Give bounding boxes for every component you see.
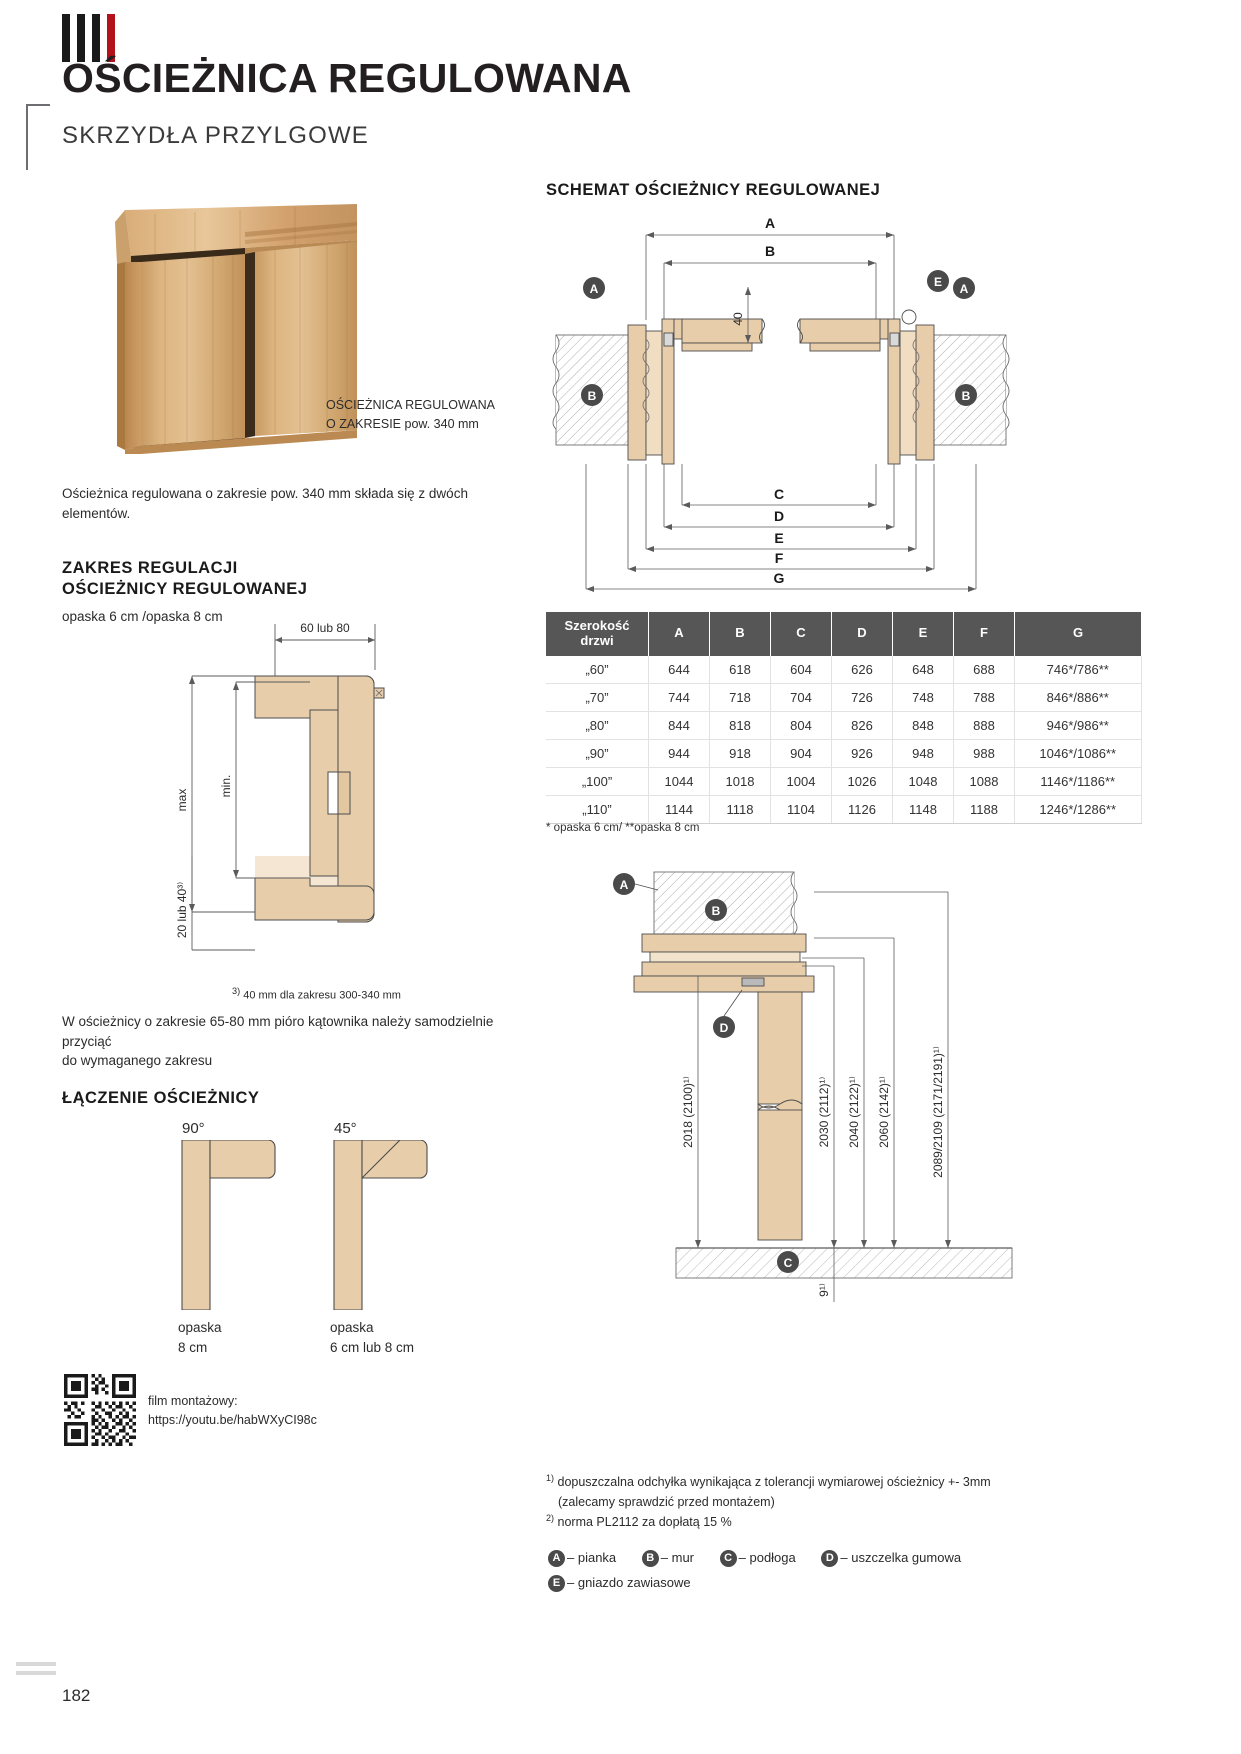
cell-G: 1146*/1186**: [1015, 767, 1142, 795]
cell-B: 918: [710, 739, 771, 767]
cell-G: 1246*/1286**: [1015, 795, 1142, 823]
cell-A: 1044: [649, 767, 710, 795]
schema-dim-G: G: [773, 570, 785, 586]
table-col-C: C: [771, 612, 832, 656]
cell-E: 1048: [893, 767, 954, 795]
footnote-1-line2: (zalecamy sprawdzić przed montażem): [558, 1494, 775, 1509]
table-col-D: D: [832, 612, 893, 656]
cell-D: 726: [832, 683, 893, 711]
legend-label-mur: – mur: [660, 1550, 695, 1565]
cell-C: 604: [771, 656, 832, 684]
range-bottom-dim: 20 lub 40³⁾: [175, 881, 189, 939]
table-col-B: B: [710, 612, 771, 656]
cell-A: 644: [649, 656, 710, 684]
table-row: [546, 656, 1141, 684]
cell-B: 618: [710, 656, 771, 684]
join-left-caption-line1: opaska: [178, 1320, 222, 1335]
table-row: [546, 711, 1141, 739]
schema-badge-A-right: [953, 277, 975, 299]
schema-dim-E: E: [774, 530, 784, 546]
cell-A: 944: [649, 739, 710, 767]
cell-B: 718: [710, 683, 771, 711]
schema-dim-D: D: [773, 508, 785, 524]
footnote-1: [546, 1472, 996, 1512]
qr-caption-line1: film montażowy:: [148, 1394, 238, 1408]
cell-D: 1126: [832, 795, 893, 823]
table-row: [546, 739, 1141, 767]
cell-B: 818: [710, 711, 771, 739]
footer-mark: [16, 1671, 56, 1675]
cell-A: 744: [649, 683, 710, 711]
svg-text:B: B: [587, 389, 597, 403]
table-row: [546, 683, 1141, 711]
footer-marks: [16, 1662, 56, 1680]
cell-width: „70”: [546, 683, 649, 711]
schema-dim-B-top: B: [764, 243, 776, 259]
table-col-G: G: [1015, 612, 1142, 656]
join-right-caption-line1: opaska: [330, 1320, 374, 1335]
footnote-2-sup: 2): [546, 1512, 555, 1523]
table-col-F: F: [954, 612, 1015, 656]
vert-dim-2: 2030 (2112)¹⁾: [817, 1076, 831, 1148]
legend-badge-e: E: [548, 1575, 565, 1592]
legend-badge-a: A: [548, 1550, 565, 1567]
vert-dim-4: 2060 (2142)¹⁾: [877, 1076, 891, 1148]
svg-text:B: B: [711, 904, 721, 918]
svg-text:A: A: [959, 282, 969, 296]
page-title: OŚCIEŻNICA REGULOWANA: [62, 55, 632, 101]
legend-row-1: [548, 1546, 983, 1571]
vert-badge-A: [613, 873, 635, 895]
range-diagram: [170, 610, 470, 980]
schema-badge-E: [927, 270, 949, 292]
section-range-subnote: opaska 6 cm /opaska 8 cm: [62, 609, 223, 624]
vert-dim-3: 2040 (2122)¹⁾: [847, 1076, 861, 1148]
vert-badge-C: [777, 1251, 799, 1273]
range-max-label: max: [175, 788, 189, 812]
cell-D: 826: [832, 711, 893, 739]
cell-width: „100”: [546, 767, 649, 795]
join-left-caption-line2: 8 cm: [178, 1339, 208, 1355]
qr-code: [64, 1374, 136, 1446]
cell-G: 946*/986**: [1015, 711, 1142, 739]
vert-badge-D: [713, 1016, 735, 1038]
legend-badge-b: B: [642, 1550, 659, 1567]
legend-item-pianka: [548, 1550, 620, 1565]
legend-item-uszczelka: [821, 1550, 961, 1565]
schema-inner-40: 40: [731, 312, 745, 326]
range-footnote-sup: 3): [232, 986, 241, 996]
footer-mark: [16, 1662, 56, 1666]
cell-C: 804: [771, 711, 832, 739]
legend-label-podloga: – podłoga: [738, 1550, 796, 1565]
cell-F: 1088: [954, 767, 1015, 795]
cell-A: 1144: [649, 795, 710, 823]
table-header-row: [546, 612, 1141, 656]
page-subtitle: SKRZYDŁA PRZYLGOWE: [62, 122, 369, 149]
cell-B: 1118: [710, 795, 771, 823]
page-number: 182: [62, 1686, 91, 1705]
cell-width: „80”: [546, 711, 649, 739]
join-right-angle: 45°: [334, 1120, 357, 1137]
svg-text:C: C: [783, 1256, 793, 1270]
intro-text: Ościeżnica regulowana o zakresie pow. 340 mm składa się z dwóch elementów.: [62, 486, 468, 521]
table-col-width-label: Szerokość drzwi: [564, 618, 630, 648]
range-footnote: [232, 985, 401, 1005]
svg-text:A: A: [589, 282, 599, 296]
photo-caption: [326, 396, 516, 434]
cell-F: 888: [954, 711, 1015, 739]
svg-text:B: B: [961, 389, 971, 403]
join-left-angle: 90°: [182, 1120, 205, 1137]
dimensions-table: [546, 612, 1142, 824]
cell-G: 846*/886**: [1015, 683, 1142, 711]
cell-A: 844: [649, 711, 710, 739]
legend-row-2: [548, 1571, 983, 1596]
cell-C: 704: [771, 683, 832, 711]
schema-badge-B-left: [581, 384, 603, 406]
legend: [548, 1546, 983, 1595]
range-footnote-text: 40 mm dla zakresu 300-340 mm: [243, 989, 401, 1002]
cell-E: 948: [893, 739, 954, 767]
table-col-E: E: [893, 612, 954, 656]
cell-D: 626: [832, 656, 893, 684]
join-left-caption: [178, 1318, 222, 1357]
cell-C: 1004: [771, 767, 832, 795]
cell-E: 648: [893, 656, 954, 684]
cell-F: 688: [954, 656, 1015, 684]
range-note: [62, 1012, 502, 1071]
vert-dim-5: 2089/2109 (2171/2191)¹⁾: [931, 1046, 945, 1178]
range-top-dim: 60 lub 80: [300, 621, 350, 635]
footnote-2: [546, 1512, 996, 1533]
table-row: [546, 767, 1141, 795]
footnote-2-line1: norma PL2112 za dopłatą 15 %: [557, 1515, 732, 1530]
legend-item-mur: [642, 1550, 698, 1565]
table-col-width: [546, 612, 649, 656]
vert-floor-dim: 9¹⁾: [817, 1283, 831, 1297]
schema-heading: SCHEMAT OŚCIEŻNICY REGULOWANEJ: [546, 181, 881, 199]
cell-D: 1026: [832, 767, 893, 795]
section-join-heading: ŁĄCZENIE OŚCIEŻNICY: [62, 1089, 260, 1107]
cell-width: „60”: [546, 656, 649, 684]
photo-caption-line1: OŚCIEŻNICA REGULOWANA: [326, 398, 496, 412]
range-note-line1: W ościeżnicy o zakresie 65-80 mm pióro kątownika należy samodzielnie przyciąć: [62, 1014, 494, 1049]
range-note-line2: do wymaganego zakresu: [62, 1053, 213, 1069]
legend-badge-c: C: [720, 1550, 737, 1567]
section-range-heading-line2: OŚCIEŻNICY REGULOWANEJ: [62, 580, 308, 599]
title-bracket: [26, 104, 50, 170]
section-range-heading-line1: ZAKRES REGULACJI: [62, 559, 238, 577]
cell-F: 788: [954, 683, 1015, 711]
cell-E: 848: [893, 711, 954, 739]
legend-label-gniazdo: – gniazdo zawiasowe: [567, 1574, 691, 1590]
schema-dim-A-top: A: [764, 215, 776, 231]
qr-caption: [148, 1392, 317, 1431]
qr-link[interactable]: https://youtu.be/habWXyCI98c: [148, 1413, 317, 1428]
cell-G: 1046*/1086**: [1015, 739, 1142, 767]
vertical-section-diagram: [546, 862, 1016, 1462]
cell-G: 746*/786**: [1015, 656, 1142, 684]
legend-badge-d: D: [821, 1550, 838, 1567]
table-col-A: A: [649, 612, 710, 656]
section-range-heading: [62, 558, 307, 601]
cell-E: 748: [893, 683, 954, 711]
svg-text:D: D: [719, 1021, 729, 1035]
schema-diagram: [546, 215, 1016, 600]
vert-badge-B: [705, 899, 727, 921]
legend-item-gniazdo: [548, 1575, 691, 1590]
cell-E: 1148: [893, 795, 954, 823]
schema-dim-F: F: [774, 550, 784, 566]
join-right-caption-line2: 6 cm lub 8 cm: [330, 1339, 415, 1355]
range-min-label: min.: [219, 774, 233, 798]
footnote-1-line1: dopuszczalna odchyłka wynikająca z tolerancji wymiarowej ościeżnicy +- 3mm: [557, 1475, 991, 1490]
vert-dim-1: 2018 (2100)¹⁾: [681, 1076, 695, 1148]
svg-text:A: A: [619, 878, 629, 892]
cell-C: 1104: [771, 795, 832, 823]
schema-badge-B-right: [955, 384, 977, 406]
join-90-diagram: [178, 1140, 298, 1310]
join-right-caption: [330, 1318, 414, 1357]
footnote-1-sup: 1): [546, 1473, 555, 1483]
cell-D: 926: [832, 739, 893, 767]
cell-width: „90”: [546, 739, 649, 767]
svg-text:E: E: [933, 275, 943, 289]
cell-F: 988: [954, 739, 1015, 767]
cell-C: 904: [771, 739, 832, 767]
schema-badge-A-left: [583, 277, 605, 299]
cell-F: 1188: [954, 795, 1015, 823]
legend-label-uszczelka: – uszczelka gumowa: [840, 1550, 962, 1565]
legend-label-pianka: – pianka: [567, 1550, 617, 1565]
cell-width: „110”: [546, 795, 649, 823]
footnotes: [546, 1472, 996, 1532]
join-45-diagram: [330, 1140, 450, 1310]
cell-B: 1018: [710, 767, 771, 795]
legend-item-podloga: [720, 1550, 800, 1565]
table-row: [546, 795, 1141, 823]
photo-caption-line2: O ZAKRESIE pow. 340 mm: [326, 416, 479, 431]
schema-dim-C: C: [773, 486, 785, 502]
table-note: * opaska 6 cm/ **opaska 8 cm: [546, 822, 700, 834]
